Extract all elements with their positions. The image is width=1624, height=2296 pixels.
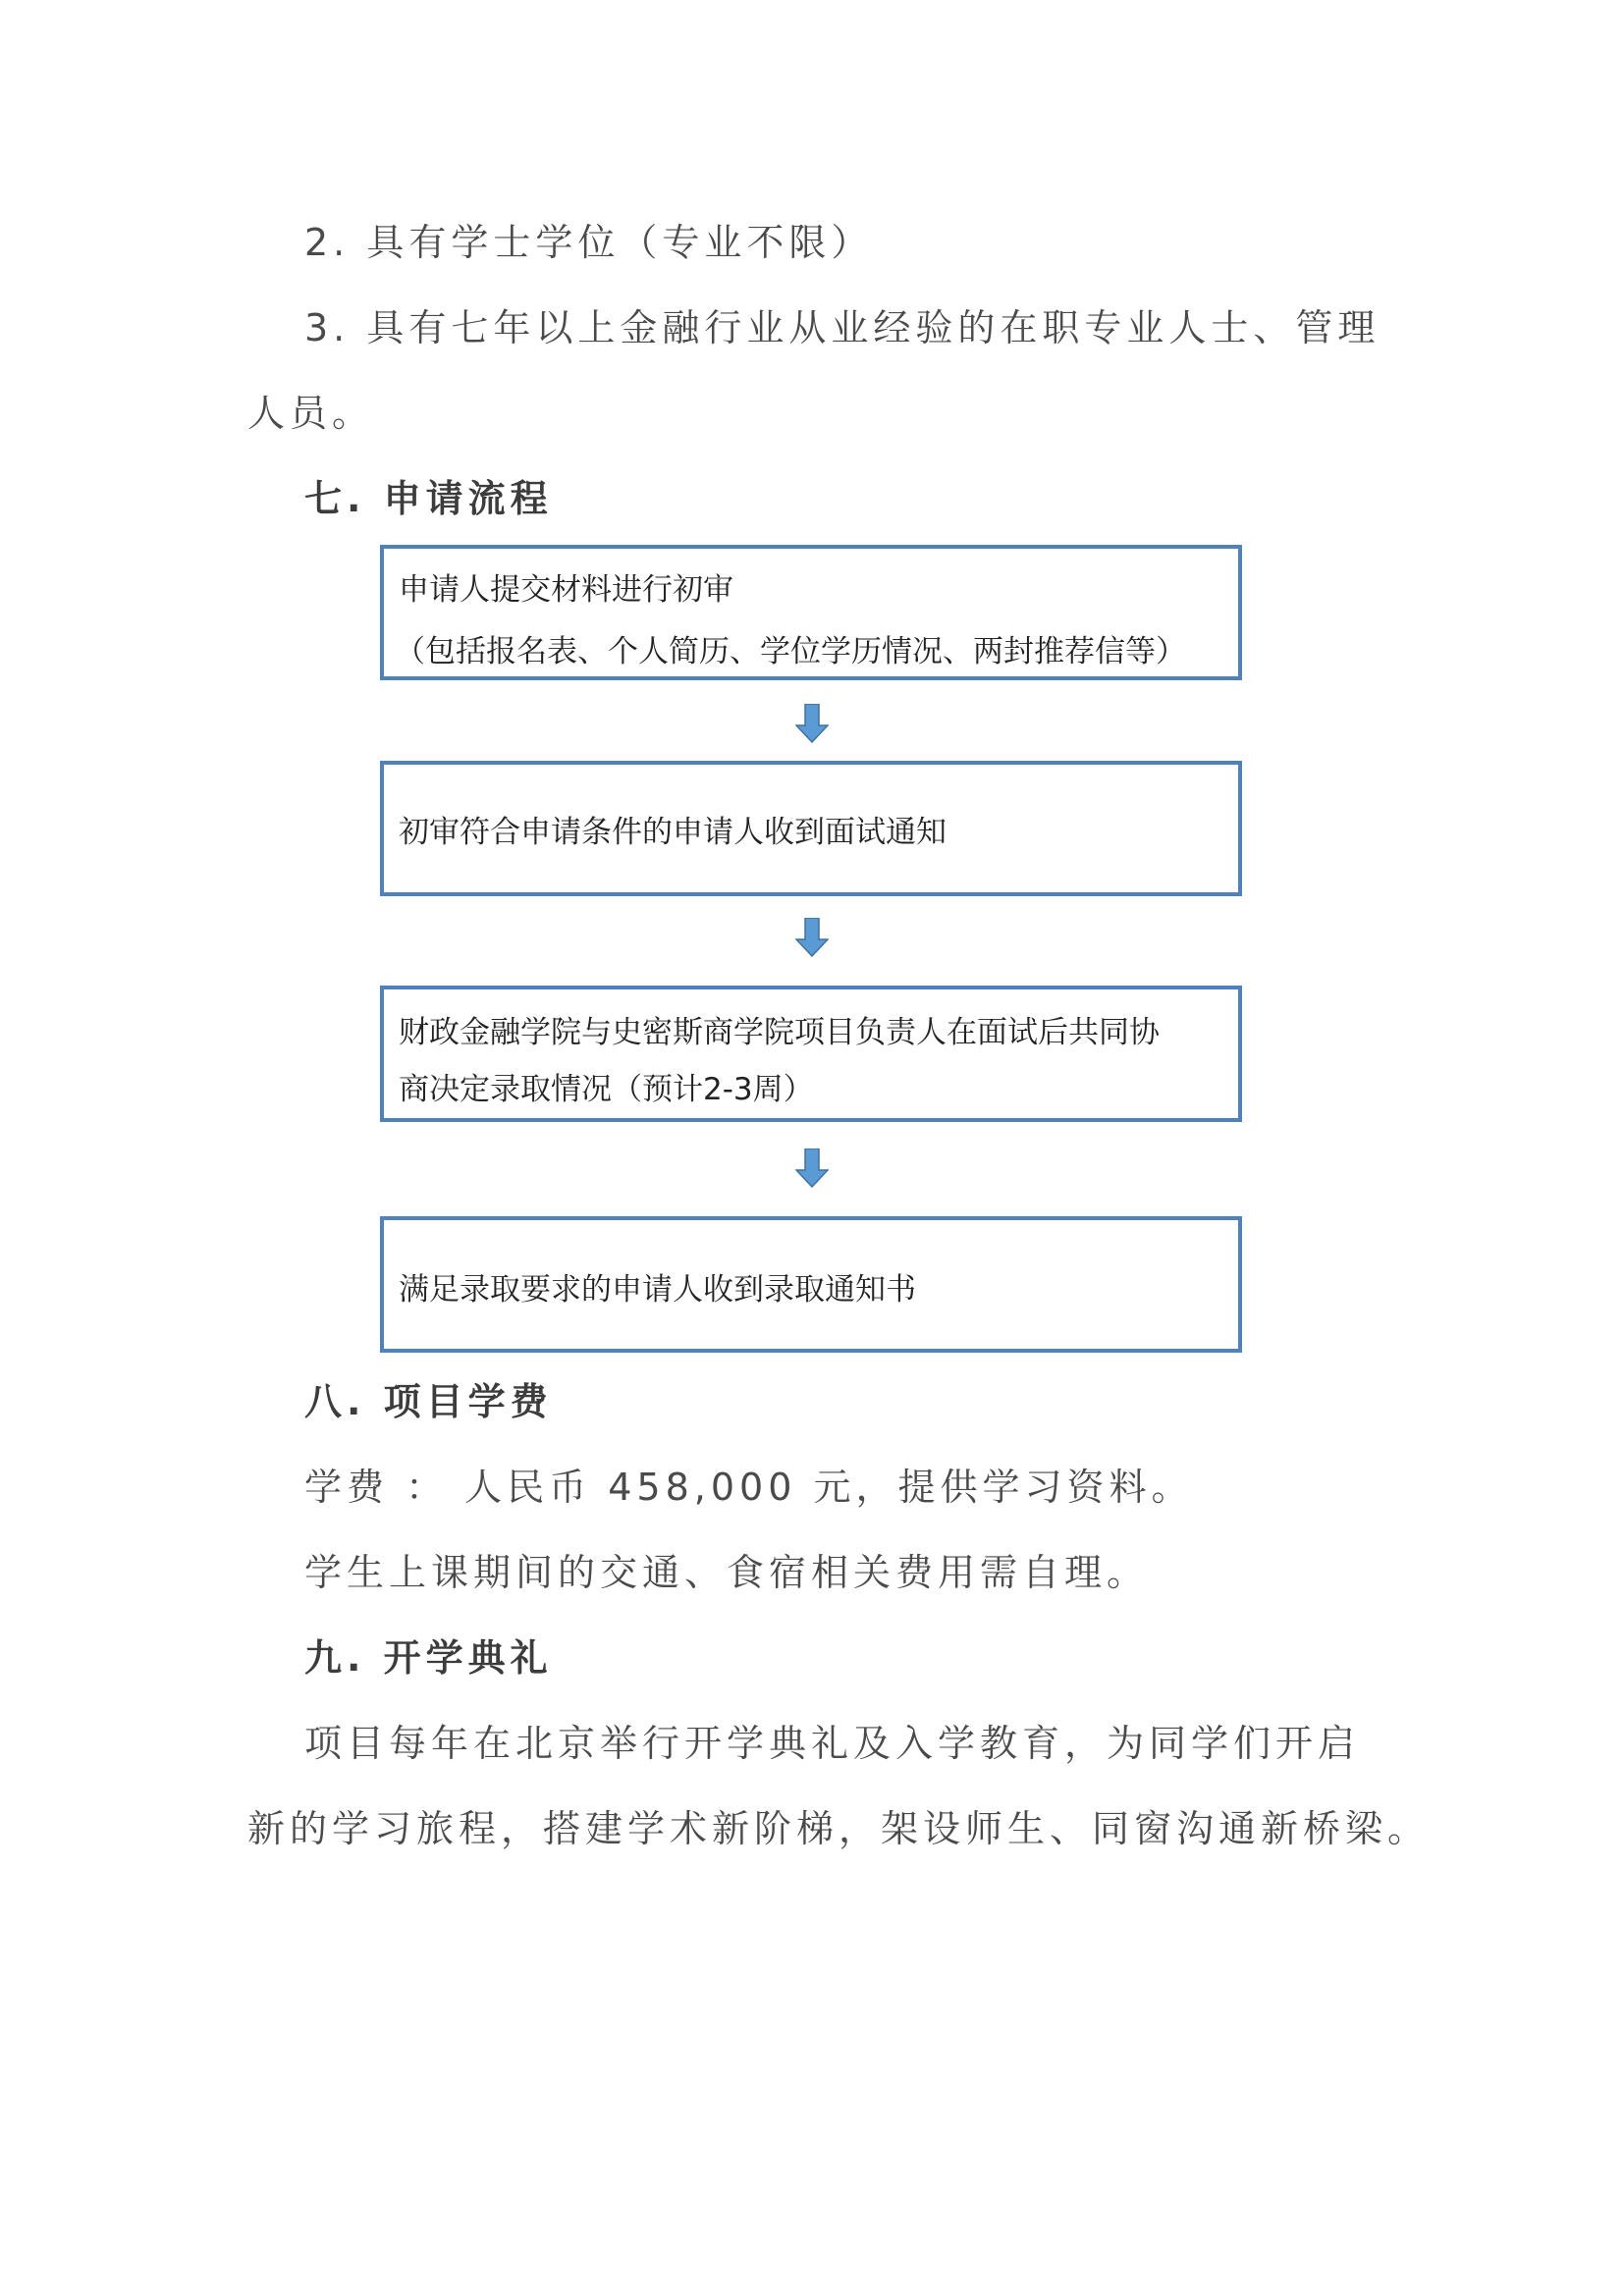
- down-arrow-icon: [795, 918, 829, 957]
- opening-ceremony-para-line1: 项目每年在北京举行开学典礼及入学教育，为同学们开启: [304, 1722, 1361, 1765]
- flow-step-2-line1: 初审符合申请条件的申请人收到面试通知: [399, 815, 947, 850]
- section-heading-application-process: 七. 申请流程: [304, 477, 553, 520]
- requirement-item-3-line1: 3. 具有七年以上金融行业从业经验的在职专业人士、管理: [304, 306, 1380, 349]
- tuition-note: 学生上课期间的交通、食宿相关费用需自理。: [304, 1551, 1150, 1594]
- flow-step-4: [380, 1216, 1242, 1353]
- requirement-item-2: 2. 具有学士学位（专业不限）: [304, 221, 874, 264]
- flow-step-1-line1: 申请人提交材料进行初审: [399, 572, 733, 608]
- flow-step-1-line2: （包括报名表、个人简历、学位学历情况、两封推荐信等）: [395, 634, 1186, 669]
- flow-step-1: [380, 545, 1242, 680]
- tuition-fee-line: 学费 ： 人民币 458,000 元，提供学习资料。: [304, 1466, 1194, 1509]
- opening-ceremony-para-line2: 新的学习旅程，搭建学术新阶梯，架设师生、同窗沟通新桥梁。: [247, 1807, 1431, 1850]
- flow-step-3-line1: 财政金融学院与史密斯商学院项目负责人在面试后共同协: [399, 1015, 1160, 1050]
- section-heading-opening-ceremony: 九. 开学典礼: [304, 1636, 553, 1680]
- section-heading-tuition: 八. 项目学费: [304, 1380, 553, 1423]
- flow-step-3-line2: 商决定录取情况（预计2-3周）: [399, 1072, 814, 1107]
- flow-step-4-line1: 满足录取要求的申请人收到录取通知书: [399, 1272, 916, 1308]
- down-arrow-icon: [795, 704, 829, 743]
- flow-step-2: [380, 761, 1242, 896]
- flow-step-3: [380, 986, 1242, 1122]
- requirement-item-3-line2: 人员。: [247, 392, 375, 435]
- down-arrow-icon: [795, 1148, 829, 1188]
